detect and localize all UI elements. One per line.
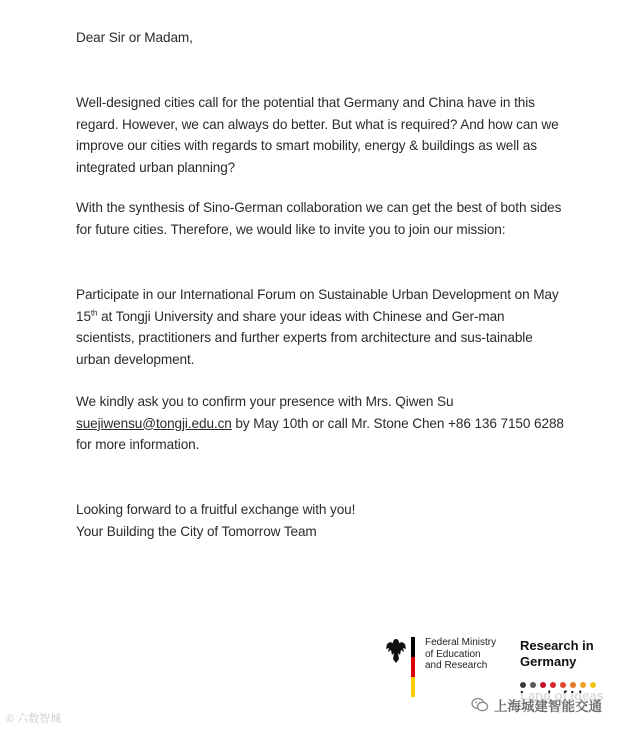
paragraph-collaboration: With the synthesis of Sino-German collaboration we can get the best of both sides for future cities. Therefore, we would like to invite you to join our mission: [76, 200, 562, 237]
confirm-text-end: by May 10th or call Mr. Stone Chen +86 136 7150 6288 for more information. [76, 415, 564, 453]
flag-stripe-red [411, 657, 415, 677]
color-dots-row [520, 675, 620, 685]
watermark-right-text: 上海城建智能交通 [494, 699, 602, 715]
forum-text-end: at Tongji University and share your ideas with Chinese and Ger-man scientists, practitioners and further experts from architecture and sus-tainable urban development. [76, 308, 533, 367]
closing-line: Looking forward to a fruitful exchange with you! [76, 502, 356, 517]
federal-eagle-icon [384, 637, 408, 665]
german-flag-bar [411, 637, 415, 697]
flag-stripe-black [411, 637, 415, 657]
ministry-name: Federal Ministry of Education and Research [425, 637, 497, 671]
forum-text-start: Participate in our International Forum on Sustainable Urban Development on May 15 [76, 287, 559, 324]
research-in-germany-title: Research in Germany [520, 638, 594, 669]
date-ordinal-suffix: th [90, 308, 98, 318]
watermark-right [467, 693, 606, 717]
paragraph-confirm [76, 391, 566, 456]
email-link[interactable]: suejiwensu@tongji.edu.cn [76, 415, 232, 431]
confirm-text-start: We kindly ask you to confirm your presence with Mrs. Qiwen Su [76, 394, 454, 409]
closing [76, 499, 566, 542]
flag-stripe-gold [411, 677, 415, 697]
wechat-icon [471, 696, 489, 714]
salutation: Dear Sir or Madam, [76, 30, 193, 45]
watermark-left: © 六数智城 [6, 713, 62, 725]
paragraph-intro: Well-designed cities call for the potential that Germany and China have in this regard. However, we can always do better. But what is required? And how can we improve our cities with regards to smart mobility, energy & buildings as well as integrated urban planning? [76, 95, 559, 175]
signature-line: Your Building the City of Tomorrow Team [76, 523, 317, 539]
paragraph-forum [76, 284, 566, 370]
